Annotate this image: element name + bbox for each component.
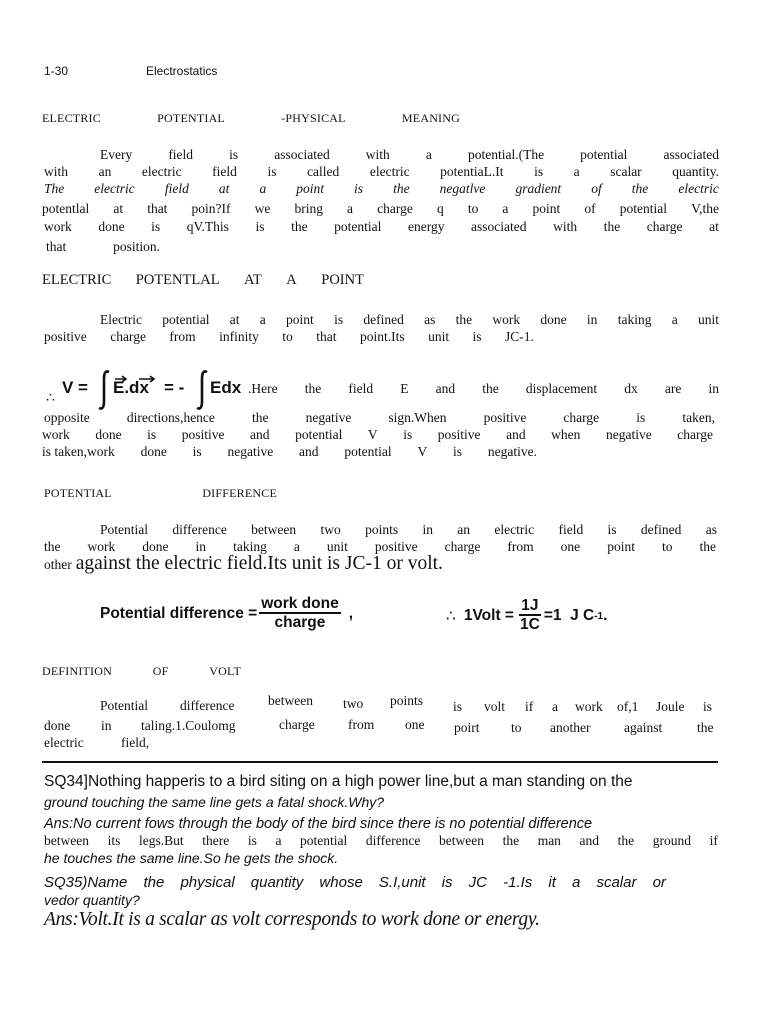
formula-term-edx: Edx [210, 378, 242, 397]
word: potentlal [42, 201, 90, 216]
word: legs.But [138, 833, 184, 848]
word: as [705, 522, 717, 537]
word: there [202, 833, 230, 848]
word: sign.When [388, 410, 447, 425]
word: defined [363, 312, 404, 327]
word: dx [624, 381, 638, 396]
word: its [107, 833, 121, 848]
word: charge [646, 219, 683, 234]
heading-word: VOLT [209, 664, 241, 678]
word: of [591, 181, 602, 196]
word: charge [377, 201, 413, 216]
word: positive [44, 329, 87, 344]
word: V,the [691, 201, 719, 216]
therefore-symbol: ∴ [46, 391, 55, 406]
word: ground [652, 833, 692, 848]
heading-word: ELECTRIC [42, 272, 112, 288]
heading-word: MEANING [401, 111, 460, 125]
heading-word: POTENTIAL [157, 111, 225, 125]
word: is [247, 833, 257, 848]
word: a [502, 201, 509, 216]
period: . [603, 607, 608, 624]
word: quantity. [672, 164, 719, 179]
word: E [400, 381, 409, 396]
word: gradient [515, 181, 562, 196]
word: in [101, 718, 112, 733]
word: charge [279, 717, 315, 732]
formula-lhs: V = [62, 378, 88, 397]
word: is [192, 444, 202, 459]
period: . [248, 381, 252, 396]
word: taken, [682, 410, 715, 425]
word: Every [100, 147, 133, 162]
word: infinity [219, 329, 259, 344]
word: positive [181, 427, 225, 442]
word: to [282, 329, 293, 344]
word: work [44, 219, 72, 234]
therefore-symbol: ∴ [446, 607, 456, 625]
word: in [708, 381, 719, 396]
word: field [168, 147, 194, 162]
word: an [98, 164, 112, 179]
word: is [703, 699, 713, 714]
word: at [229, 312, 240, 327]
word: at [218, 181, 230, 196]
word: potential [334, 219, 382, 234]
word: that [316, 329, 337, 344]
word: it [548, 874, 556, 891]
word: field [164, 181, 189, 196]
word: is [636, 410, 646, 425]
word: bring [294, 201, 323, 216]
word: the [291, 219, 308, 234]
word: from [169, 329, 196, 344]
word: the [617, 833, 635, 848]
word: another [550, 720, 591, 735]
question-sq34-line2: ground touching the same line gets a fatal shock.Why? [44, 794, 385, 810]
word: displacement [525, 381, 598, 396]
word: physical [180, 874, 235, 891]
word-text: Here [251, 381, 278, 396]
word: is [441, 874, 453, 891]
word: Electric [100, 312, 142, 327]
word: energy [407, 219, 445, 234]
fraction-numerator: 1J [521, 597, 539, 614]
word: unit [428, 329, 450, 344]
word: a [259, 181, 267, 196]
word: directions,hence [126, 410, 215, 425]
word: one [560, 539, 581, 554]
word: from [507, 539, 534, 554]
word: work [42, 427, 70, 442]
heading-word: POTENTLAL [135, 272, 220, 288]
word: taling.1.Coulomg [141, 718, 236, 733]
heading-word: OF [152, 664, 169, 678]
word: the [697, 720, 714, 735]
fraction-denominator: charge [274, 614, 326, 631]
word: and [250, 427, 270, 442]
word: called [307, 164, 340, 179]
word: work [87, 539, 116, 554]
word: one [405, 717, 425, 732]
word: is [151, 219, 161, 234]
word: scalar [610, 164, 642, 179]
word: to [467, 201, 479, 216]
word: potential [344, 444, 392, 459]
word: difference [180, 698, 235, 713]
word: potentiaL.It [440, 164, 504, 179]
word: is [334, 312, 344, 327]
word: if [709, 833, 718, 848]
word: negative [227, 444, 274, 459]
word: to [661, 539, 673, 554]
answer-sq34-line1: Ans:No current fows through the body of the bird since there is no potential difference [44, 816, 593, 832]
word: the [699, 539, 716, 554]
word: other [44, 557, 72, 572]
word: the [304, 381, 322, 396]
word: between [268, 693, 313, 708]
word: field, [121, 735, 150, 750]
word: or [652, 874, 666, 891]
word: is [403, 427, 413, 442]
heading-word: AT [244, 272, 262, 288]
heading-word: A [286, 272, 297, 288]
word: from [348, 717, 375, 732]
word: potential [619, 201, 667, 216]
question-sq35-line2: vedor quantity? [44, 892, 140, 908]
word: negative. [487, 444, 537, 459]
word: positive [437, 427, 481, 442]
word: is [453, 699, 463, 714]
word: associated [274, 147, 330, 162]
word: and [579, 833, 600, 848]
word: man [537, 833, 561, 848]
word: taking [233, 539, 267, 554]
word: whose [319, 874, 363, 891]
word: points [390, 693, 424, 708]
word: done [142, 539, 169, 554]
word: is [607, 522, 617, 537]
word: field [348, 381, 374, 396]
word: the [455, 312, 473, 327]
heading-word: -PHYSICAL [281, 111, 346, 125]
word: potential.(The [467, 147, 545, 162]
word: field [212, 164, 237, 179]
section-divider [42, 761, 718, 763]
word: the [252, 410, 269, 425]
question-sq35-line1 [44, 874, 666, 891]
word: defined [640, 522, 682, 537]
word: V [417, 444, 428, 459]
word: associated [471, 219, 527, 234]
word: positive [374, 539, 418, 554]
word: the [393, 181, 410, 196]
word: volt [484, 699, 506, 714]
word: with [44, 164, 69, 179]
word: is [534, 164, 544, 179]
word: unit [326, 539, 348, 554]
word: electric [141, 164, 182, 179]
word: done [98, 219, 125, 234]
word: is taken,work [42, 444, 115, 459]
word: charge [563, 410, 600, 425]
word: at [709, 219, 719, 234]
word: Potential [100, 698, 148, 713]
word: a [347, 201, 354, 216]
word: against [624, 720, 663, 735]
word: a [572, 874, 581, 891]
word: JC [468, 874, 487, 891]
answer-sq34-line2 [44, 833, 718, 849]
word: and [506, 427, 526, 442]
comma: , [348, 605, 354, 622]
word: that [46, 239, 67, 254]
word: a [275, 833, 282, 848]
equation-lhs: Potential difference = [100, 605, 258, 622]
word: difference [172, 522, 227, 537]
word: charge [110, 329, 146, 344]
equation-lhs: 1Volt = [463, 607, 514, 624]
sentence-large: against the electric field.Its unit is JC-1 or volt. [75, 553, 443, 574]
word: positive [483, 410, 527, 425]
word: a [573, 164, 580, 179]
word: point.Its [359, 329, 405, 344]
word: a [293, 539, 300, 554]
word: as [424, 312, 436, 327]
word: potential [300, 833, 348, 848]
heading-word: DEFINITION [42, 664, 112, 678]
heading-word: POTENTIAL [44, 486, 112, 500]
word: position. [113, 239, 160, 254]
word: the [631, 181, 649, 196]
heading-word: DIFFERENCE [202, 486, 277, 500]
word: and [435, 381, 456, 396]
word: point [286, 312, 314, 327]
word: in [422, 522, 433, 537]
heading-word: POINT [321, 272, 364, 288]
word: The [44, 181, 65, 196]
word: two [320, 522, 341, 537]
word: electric [678, 181, 719, 196]
word: electric [369, 164, 410, 179]
word: done [44, 718, 71, 733]
word: scalar [596, 874, 637, 891]
word: potential [580, 147, 628, 162]
word: when [551, 427, 581, 442]
word: in [195, 539, 207, 554]
word: a [552, 699, 558, 714]
superscript: -1 [594, 610, 604, 622]
word: negative [605, 427, 652, 442]
word: with [365, 147, 390, 162]
question-sq34-line1: SQ34]Nothing happeris to a bird siting on a high power line,but a man standing on the [44, 773, 633, 790]
word: SQ35)Name [44, 874, 128, 891]
word: is [354, 181, 364, 196]
word: is [147, 427, 157, 442]
word: a [425, 147, 432, 162]
word: electric [44, 735, 84, 750]
word: is [229, 147, 239, 162]
word: to [511, 720, 522, 735]
word: poin?If [191, 201, 231, 216]
word: the [44, 539, 61, 554]
word: electric [494, 522, 535, 537]
word: the [603, 219, 621, 234]
word: a [671, 312, 678, 327]
word: the [502, 833, 520, 848]
word: are [664, 381, 682, 396]
word: S.I,unit [378, 874, 426, 891]
word: done [140, 444, 167, 459]
fraction-denominator: 1C [519, 616, 540, 633]
word: with [553, 219, 578, 234]
word: the [143, 874, 165, 891]
word: qV.This [186, 219, 229, 234]
word: point [607, 539, 635, 554]
answer-sq34-line3: he touches the same line.So he gets the shock. [44, 850, 339, 866]
word: is [453, 444, 463, 459]
word: between [44, 833, 89, 848]
chapter-title: Electrostatics [146, 64, 218, 78]
word: JC-1. [505, 329, 534, 344]
word: electric [94, 181, 135, 196]
word: two [343, 696, 364, 711]
formula-equals-minus: = - [164, 378, 185, 397]
word: Potential [100, 522, 148, 537]
word: difference [365, 833, 421, 848]
heading-word: ELECTRIC [42, 111, 101, 125]
word: associated [663, 147, 719, 162]
word: taking [617, 312, 652, 327]
page-number: 1-30 [44, 64, 69, 78]
word: point [296, 181, 324, 196]
word: negative [305, 410, 352, 425]
word: done [95, 427, 122, 442]
word: Joule [656, 699, 685, 714]
word: between [251, 522, 297, 537]
word: work [492, 312, 521, 327]
word: opposite [44, 410, 90, 425]
word: work [575, 699, 603, 714]
word: quantity [250, 874, 304, 891]
word: between [438, 833, 484, 848]
word: done [540, 312, 567, 327]
word: field [558, 522, 584, 537]
word: charge [677, 427, 713, 442]
word: charge [444, 539, 481, 554]
word: is [472, 329, 482, 344]
word: an [457, 522, 471, 537]
equation-rhs: =1 J C [543, 607, 595, 624]
answer-sq35: Ans:Volt.It is a scalar as volt corresponds to work done or energy. [44, 909, 540, 930]
word: at [113, 201, 124, 216]
word: points [365, 522, 399, 537]
word: is [255, 219, 265, 234]
word: -1.Is [503, 874, 533, 891]
formula-term-e-dot-dx: E.dx [113, 378, 149, 397]
word: in [586, 312, 598, 327]
word: potential [295, 427, 343, 442]
word: the [482, 381, 499, 396]
word: q [436, 201, 444, 216]
word: of [584, 201, 596, 216]
word: a [259, 312, 266, 327]
word: negatlve [439, 181, 486, 196]
word: that [147, 201, 168, 216]
word: is [267, 164, 277, 179]
word: unit [697, 312, 719, 327]
word: poirt [454, 720, 480, 735]
word: V [367, 427, 378, 442]
word: point [532, 201, 561, 216]
word: if [525, 699, 534, 714]
word: of,1 [617, 699, 639, 714]
word: and [299, 444, 319, 459]
fraction-numerator: work done [261, 595, 339, 612]
word: we [254, 201, 271, 216]
word: potential [162, 312, 210, 327]
